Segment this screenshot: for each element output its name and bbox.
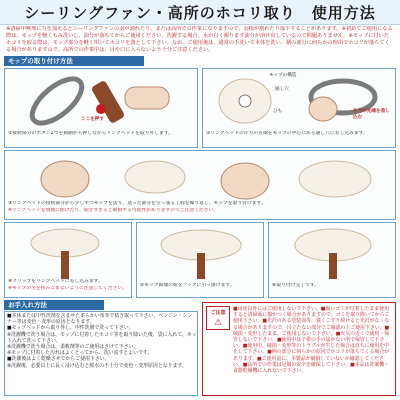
section-attach-head: モップの取り付け方法 xyxy=(4,56,144,66)
care-item-7: ※洗濯後、必要以上に長く浸け込むと脱水の不十分で変色・変形原因となります。 xyxy=(7,362,187,369)
warning-icon: ⚠ xyxy=(213,318,223,328)
care-list xyxy=(7,313,197,396)
step-3-caption: ③リングヘッドの接続部分から少しずつモップを送り、送った部分を引っ張る工程を繰り返し、モップを取り付けます。 xyxy=(8,201,266,206)
care-item-3: ※洗濯機で洗う場合は、モップに付着したホコリ等を取り除いた後、袋に入れて、ネット入れて洗って下さい。 xyxy=(7,331,197,344)
step-6-caption: ⑥取り付け完了です。 xyxy=(272,283,320,288)
step-2-sub-2: ひも xyxy=(273,109,283,114)
step-2-sub-3: 片方の先端を差し込む xyxy=(353,109,390,120)
step-6-illustration xyxy=(269,223,397,279)
care-item-1: ■本体または中性洗剤を含ませた柔らかい布等で拭き取って下さい。ベンジン・シンナー等は変色・変形の原因となります。 xyxy=(7,313,193,326)
step-4-card xyxy=(4,222,132,298)
caution-label xyxy=(206,306,230,330)
care-item-6: ■洗濯後はよく乾燥させてからご使用下さい。 xyxy=(7,356,110,363)
care-box xyxy=(4,311,198,396)
caution-box xyxy=(202,302,396,396)
step-2-illustration xyxy=(203,69,397,131)
caution-text: ■用途以外にはご使用しないで下さい。■鋭いゴミが付着したまま使用すると清掃面に傷がつく場合がありますので、ゴミを取り除いてからご使用下さい。■光沢のある塗装面等、強くこすり続けると光沢がなくなる場合がありますので、目立たない部分でご確認の上ご使用下さい。■破損・変形したまま、ご使用しないで下さい。■火気の近くで使用・保管しないで下さい。■使用中は子供の手の届かない所で保管して下さい。■使用中、破損・変形等のトラブルが生じた場合は直ちに使用を中止して下さい。■柄の部分に何らかの原因でホコリが落ちてくる場合があります。■ご使用前に、本製品が破損していないか確認してください。■高所での作業は足場の安全を確保して下さい。■本品は洗濯機・食器乾燥機に入れないで下さい。 xyxy=(233,306,390,375)
step-3-note: ※リングヘッドを無理に曲げたり、開きすぎると破損する可能性がありますのでご注意ください。 xyxy=(8,208,219,213)
page-title: シーリングファン・高所のホコリ取り 使用方法 xyxy=(24,3,376,22)
care-item-4: ※洗濯機で洗う場合は、柔軟剤等のご使用はさけて下さい。 xyxy=(7,344,139,351)
step-1-caption: ①接続部分のボタン2つを両側から押しながらリングヘッドを取り外します。 xyxy=(8,131,174,136)
step-1-card xyxy=(4,68,198,148)
step-3-illustration xyxy=(5,151,397,203)
care-item-5: ※モップに付着した汚れはよくとってから、洗い流すとよいです。 xyxy=(7,350,153,357)
step-2-card xyxy=(202,68,396,148)
step-6-card xyxy=(268,222,396,298)
step-4-caption: ④グリップをリングヘッドに差し込みます。 xyxy=(8,279,103,284)
step-4-note: ※モップの毛を挟みこまないように注意してください。 xyxy=(8,286,128,291)
step-4-illustration xyxy=(5,223,133,279)
section-notes-head: お手入れ方法 xyxy=(4,300,104,310)
caution-label-text: ご注意 xyxy=(210,310,226,316)
step-1-label: ここを押す xyxy=(81,117,104,122)
title-banner xyxy=(0,0,400,25)
step-2-sub-1: 通し穴 xyxy=(275,87,289,92)
step-2-caption: ②リングヘッドの片方の先端をモップの中心にある通し穴に差し込みます。 xyxy=(206,131,368,136)
step-5-caption: ⑤モップ両端の紐をフックに引っ掛けます。 xyxy=(140,283,235,288)
step-3-card xyxy=(4,150,396,220)
step-5-illustration xyxy=(137,223,265,279)
step-5-card xyxy=(136,222,264,298)
care-item-2: ■モップヘッドから取り外し、中性洗剤で洗って下さい。 xyxy=(7,325,134,332)
step-2-label: モップの構造 xyxy=(269,73,297,78)
top-warning: ※清掃中無理に力を加えるとシーリングファンの羽が割れたり、または高所での作業になりますので、羽根が割れたり落下することがあります。※初めてご使用になる際は、モップを軽くもみ洗いし、油分が落ちてからご使用ください。洗濯する場合、水が白く濁ります油分が溶け出しているので問題ありません。※モップに付いたホコリを取る際は、モップ部分を軽く叩いてホコリを落として下さい。なお、ご使用後は、通常の手洗いで本体を洗い、柄の部分に何らかの理由でホコリが落ちてくる場合がありますので、高所での作業中は、目や口に入らないよう十分ご注意ください。 xyxy=(6,26,393,53)
